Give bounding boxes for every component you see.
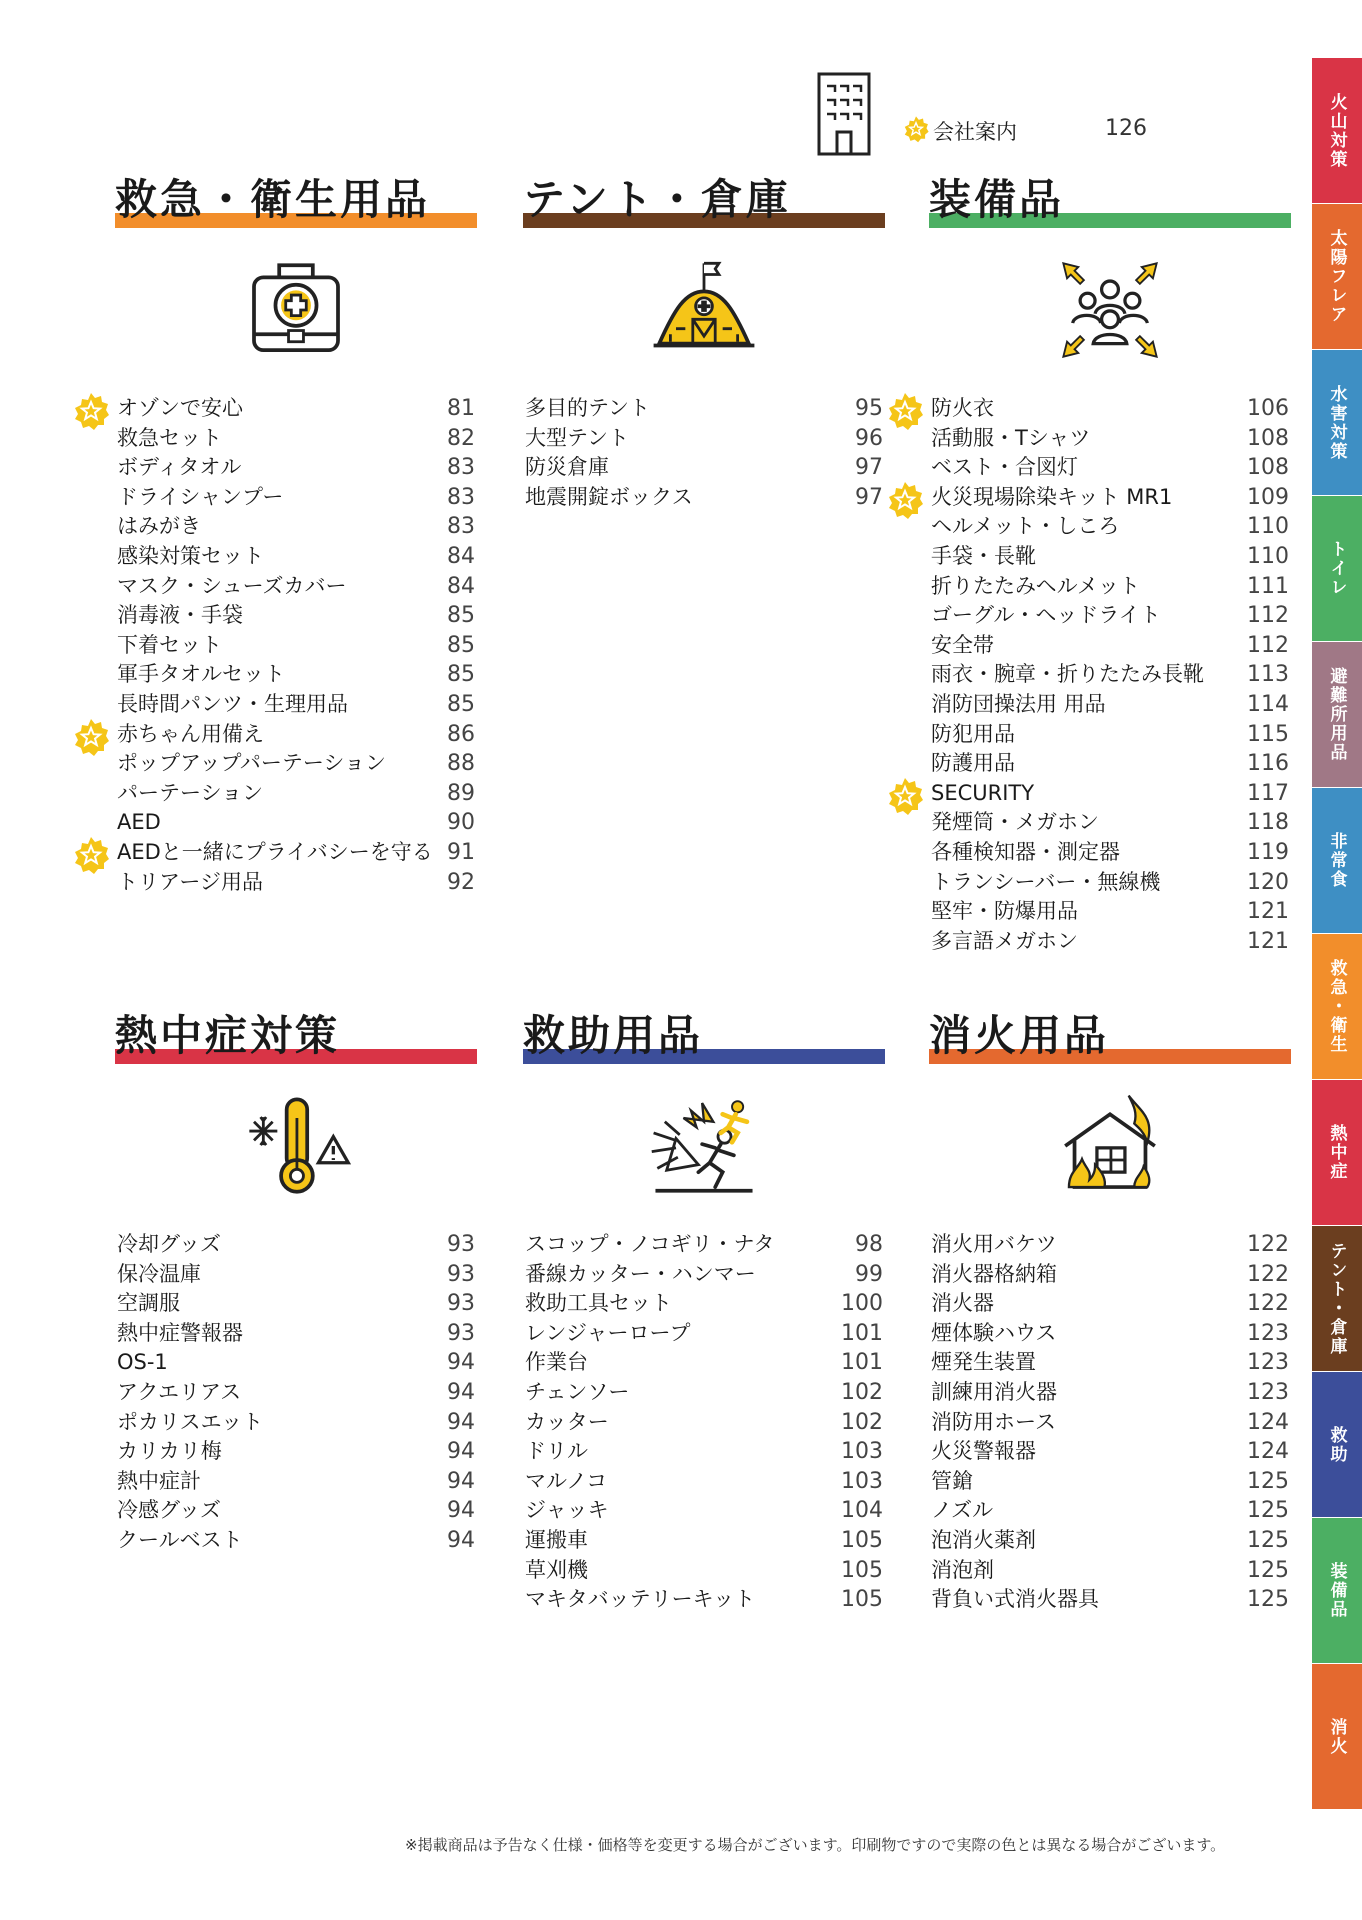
list-item[interactable] <box>929 424 1291 454</box>
item-name: ゴーグル・ヘッドライト <box>931 603 1161 628</box>
item-name: 消火用バケツ <box>931 1232 1057 1256</box>
item-name: 長時間パンツ・生理用品 <box>117 691 348 716</box>
item-page: 123 <box>1247 1379 1289 1405</box>
section-title: 救急・衛生用品 <box>115 175 431 224</box>
item-name: 消防団操法用 用品 <box>931 691 1106 716</box>
item-list <box>929 394 1291 956</box>
item-page: 123 <box>1247 1350 1289 1376</box>
category-tabs <box>1312 58 1362 1810</box>
item-name: 冷感グッズ <box>117 1498 221 1523</box>
item-page: 94 <box>447 1350 475 1376</box>
tab-label: 太陽フレア <box>1326 229 1347 324</box>
item-name: 防災倉庫 <box>525 455 609 480</box>
list-item[interactable] <box>929 749 1291 779</box>
item-name: 煙体験ハウス <box>931 1320 1057 1345</box>
category-tab[interactable] <box>1312 1226 1362 1371</box>
item-name: ヘルメット・しころ <box>931 514 1120 539</box>
item-name: 訓練用消火器 <box>931 1379 1057 1404</box>
category-tab[interactable] <box>1312 788 1362 933</box>
item-page: 122 <box>1247 1291 1289 1317</box>
list-item[interactable] <box>115 838 477 868</box>
list-item[interactable] <box>115 1378 477 1408</box>
item-page: 118 <box>1247 810 1289 836</box>
list-item[interactable] <box>523 1437 885 1467</box>
list-item[interactable] <box>929 453 1291 483</box>
item-name: 活動服・Tシャツ <box>931 425 1091 450</box>
list-item[interactable] <box>523 1467 885 1497</box>
item-name: パーテーション <box>117 780 264 805</box>
item-list <box>523 1230 885 1615</box>
item-name: ポカリスエット <box>117 1409 264 1434</box>
item-name: OS-1 <box>117 1350 168 1375</box>
item-page: 105 <box>841 1557 883 1583</box>
item-name: ノズル <box>931 1498 994 1523</box>
item-page: 125 <box>1247 1498 1289 1524</box>
item-page: 85 <box>447 662 475 688</box>
item-name: 感染対策セット <box>117 543 264 568</box>
item-page: 86 <box>447 721 475 747</box>
item-page: 93 <box>447 1232 475 1257</box>
item-page: 96 <box>855 425 883 451</box>
item-page: 111 <box>1247 573 1289 599</box>
item-name: 消防用ホース <box>931 1409 1056 1434</box>
category-tab[interactable] <box>1312 1372 1362 1517</box>
item-name: トリアージ用品 <box>117 869 263 894</box>
item-name: 消泡剤 <box>931 1557 994 1582</box>
item-name: ジャッキ <box>525 1498 609 1523</box>
list-item[interactable] <box>523 1319 885 1349</box>
list-item[interactable] <box>523 394 885 424</box>
item-page: 94 <box>447 1468 475 1494</box>
item-list <box>115 1230 477 1556</box>
list-item[interactable] <box>929 1348 1291 1378</box>
list-item[interactable] <box>929 394 1291 424</box>
item-page: 115 <box>1247 721 1289 747</box>
list-item[interactable] <box>523 1289 885 1319</box>
list-item[interactable] <box>929 1496 1291 1526</box>
item-name: AEDと一緒にプライバシーを守る <box>117 839 433 864</box>
list-item[interactable] <box>929 868 1291 898</box>
list-item[interactable] <box>115 1319 477 1349</box>
item-name: AED <box>117 810 161 835</box>
list-item[interactable] <box>929 1260 1291 1290</box>
item-name: 軍手タオルセット <box>117 662 285 687</box>
item-page: 122 <box>1247 1261 1289 1287</box>
list-item[interactable] <box>115 601 477 631</box>
list-item[interactable] <box>929 1585 1291 1615</box>
list-item[interactable] <box>929 1289 1291 1319</box>
item-name: 保冷温庫 <box>117 1261 201 1286</box>
item-name: マルノコ <box>525 1468 608 1493</box>
section-tents <box>523 175 885 510</box>
section-fire-extinguishing <box>929 1011 1291 1613</box>
item-name: ベスト・合図灯 <box>931 455 1078 480</box>
rescue-runner-icon <box>648 1090 760 1202</box>
item-page: 116 <box>1247 751 1289 777</box>
item-page: 125 <box>1247 1557 1289 1583</box>
list-item[interactable] <box>115 779 477 809</box>
item-name: 運搬車 <box>525 1527 588 1552</box>
list-item[interactable] <box>929 1526 1291 1556</box>
item-page: 106 <box>1247 396 1289 421</box>
item-page: 110 <box>1247 543 1289 569</box>
star-badge-icon <box>71 391 111 440</box>
list-item[interactable] <box>523 1496 885 1526</box>
section-title: 熱中症対策 <box>115 1011 341 1060</box>
list-item[interactable] <box>929 838 1291 868</box>
company-info[interactable] <box>815 70 1175 160</box>
item-page: 122 <box>1247 1232 1289 1257</box>
item-page: 104 <box>841 1498 883 1524</box>
item-page: 83 <box>447 455 475 481</box>
item-name: 堅牢・防爆用品 <box>931 899 1078 924</box>
item-name: 冷却グッズ <box>117 1232 221 1256</box>
item-page: 102 <box>841 1409 883 1435</box>
item-page: 114 <box>1247 691 1289 717</box>
item-page: 100 <box>841 1291 883 1317</box>
list-item[interactable] <box>929 572 1291 602</box>
list-item[interactable] <box>115 1230 477 1260</box>
list-item[interactable] <box>523 1526 885 1556</box>
list-item[interactable] <box>115 1496 477 1526</box>
section-first-aid <box>115 175 477 895</box>
list-item[interactable] <box>115 1526 477 1556</box>
item-page: 91 <box>447 839 475 865</box>
tab-label: 水害対策 <box>1326 384 1347 461</box>
item-name: 空調服 <box>117 1291 180 1316</box>
list-item[interactable] <box>523 453 885 483</box>
item-name: 消火器格納箱 <box>931 1261 1057 1286</box>
tab-label: 救助 <box>1326 1425 1347 1464</box>
item-name: 地震開錠ボックス <box>525 484 693 509</box>
list-item[interactable] <box>115 572 477 602</box>
item-name: 番線カッター・ハンマー <box>525 1261 756 1286</box>
item-name: オゾンで安心 <box>117 396 243 420</box>
list-item[interactable] <box>115 1408 477 1438</box>
item-name: 多目的テント <box>525 396 650 420</box>
list-item[interactable] <box>929 690 1291 720</box>
list-item[interactable] <box>929 720 1291 750</box>
item-page: 89 <box>447 780 475 806</box>
item-page: 99 <box>855 1261 883 1287</box>
first-aid-kit-icon <box>240 254 352 366</box>
item-name: 火災警報器 <box>931 1439 1036 1464</box>
item-page: 112 <box>1247 603 1289 629</box>
tab-label: トイレ <box>1326 540 1347 597</box>
item-page: 120 <box>1247 869 1289 895</box>
tab-label: テント・倉庫 <box>1326 1241 1347 1356</box>
item-page: 117 <box>1247 780 1289 806</box>
item-page: 88 <box>447 751 475 777</box>
item-name: 火災現場除染キット MR1 <box>931 484 1173 509</box>
building-icon <box>815 70 873 156</box>
list-item[interactable] <box>115 1437 477 1467</box>
tab-label: 火山対策 <box>1326 92 1347 169</box>
team-gathering-icon <box>1054 254 1166 366</box>
item-page: 108 <box>1247 425 1289 451</box>
tab-label: 装備品 <box>1326 1562 1347 1619</box>
house-fire-icon <box>1054 1090 1166 1202</box>
item-name: 熱中症警報器 <box>117 1320 243 1345</box>
item-page: 93 <box>447 1291 475 1317</box>
section-heatstroke <box>115 1011 477 1553</box>
tab-label: 避難所用品 <box>1326 667 1347 762</box>
item-page: 121 <box>1247 899 1289 925</box>
item-page: 97 <box>855 484 883 510</box>
category-tab[interactable] <box>1312 1518 1362 1663</box>
item-page: 125 <box>1247 1527 1289 1553</box>
item-name: ポップアップパーテーション <box>117 751 387 776</box>
list-item[interactable] <box>929 1378 1291 1408</box>
star-badge-icon <box>885 391 925 440</box>
category-tab[interactable] <box>1312 1664 1362 1809</box>
list-item[interactable] <box>929 1319 1291 1349</box>
item-name: トランシーバー・無線機 <box>931 869 1161 894</box>
list-item[interactable] <box>115 1260 477 1290</box>
category-tab[interactable] <box>1312 350 1362 495</box>
item-name: 消毒液・手袋 <box>117 603 243 628</box>
item-name: 発煙筒・メガホン <box>931 810 1099 835</box>
list-item[interactable] <box>929 542 1291 572</box>
star-badge-icon <box>902 115 930 143</box>
list-item[interactable] <box>929 1467 1291 1497</box>
star-badge-icon <box>71 835 111 884</box>
item-page: 98 <box>855 1232 883 1257</box>
item-page: 81 <box>447 396 475 421</box>
list-item[interactable] <box>115 1467 477 1497</box>
list-item[interactable] <box>929 1230 1291 1260</box>
tab-label: 非常食 <box>1326 832 1347 889</box>
item-page: 109 <box>1247 484 1289 510</box>
section-rescue <box>523 1011 885 1613</box>
item-name: 作業台 <box>525 1350 588 1375</box>
thermometer-icon <box>240 1090 352 1202</box>
list-item[interactable] <box>115 690 477 720</box>
item-name: 大型テント <box>525 425 629 450</box>
list-item[interactable] <box>929 808 1291 838</box>
star-badge-icon <box>885 480 925 529</box>
list-item[interactable] <box>115 512 477 542</box>
list-item[interactable] <box>929 601 1291 631</box>
list-item[interactable] <box>929 1556 1291 1586</box>
item-name: 背負い式消火器具 <box>931 1587 1099 1612</box>
item-name: ボディタオル <box>117 455 242 480</box>
list-item[interactable] <box>523 424 885 454</box>
item-page: 105 <box>841 1527 883 1553</box>
item-page: 103 <box>841 1439 883 1465</box>
item-page: 103 <box>841 1468 883 1494</box>
item-name: 多言語メガホン <box>931 928 1078 953</box>
item-name: 熱中症計 <box>117 1468 201 1493</box>
list-item[interactable] <box>929 483 1291 513</box>
item-page: 93 <box>447 1320 475 1346</box>
item-page: 94 <box>447 1439 475 1465</box>
item-page: 94 <box>447 1409 475 1435</box>
item-page: 121 <box>1247 928 1289 954</box>
company-label: 会社案内 <box>933 120 1017 144</box>
item-page: 124 <box>1247 1409 1289 1435</box>
tab-label: 消火 <box>1326 1717 1347 1756</box>
item-name: アクエリアス <box>117 1379 242 1404</box>
category-tab[interactable] <box>1312 496 1362 641</box>
list-item[interactable] <box>115 394 477 424</box>
item-page: 94 <box>447 1498 475 1524</box>
item-list <box>523 394 885 512</box>
company-page: 126 <box>1105 116 1147 141</box>
tab-label: 熱中症 <box>1326 1124 1347 1181</box>
category-tab[interactable] <box>1312 58 1362 203</box>
list-item[interactable] <box>115 453 477 483</box>
list-item[interactable] <box>523 1378 885 1408</box>
item-page: 83 <box>447 484 475 510</box>
item-page: 95 <box>855 396 883 421</box>
section-equipment <box>929 175 1291 954</box>
item-name: 防犯用品 <box>931 721 1015 746</box>
category-tab[interactable] <box>1312 642 1362 787</box>
item-page: 123 <box>1247 1320 1289 1346</box>
item-name: 消火器 <box>931 1291 994 1316</box>
list-item[interactable] <box>115 1348 477 1378</box>
item-name: 手袋・長靴 <box>931 543 1036 568</box>
item-name: 安全帯 <box>931 632 994 657</box>
item-page: 93 <box>447 1261 475 1287</box>
list-item[interactable] <box>929 512 1291 542</box>
category-tab[interactable] <box>1312 1080 1362 1225</box>
item-page: 84 <box>447 573 475 599</box>
item-page: 97 <box>855 455 883 481</box>
item-name: カリカリ梅 <box>117 1439 222 1464</box>
item-page: 92 <box>447 869 475 895</box>
list-item[interactable] <box>115 483 477 513</box>
list-item[interactable] <box>929 1437 1291 1467</box>
item-name: チェンソー <box>525 1379 630 1404</box>
item-page: 102 <box>841 1379 883 1405</box>
tent-icon <box>648 254 760 366</box>
item-name: 救助工具セット <box>525 1291 672 1316</box>
list-item[interactable] <box>929 1408 1291 1438</box>
item-name: 救急セット <box>117 425 222 450</box>
list-item[interactable] <box>929 660 1291 690</box>
list-item[interactable] <box>523 1408 885 1438</box>
list-item[interactable] <box>115 1289 477 1319</box>
item-name: マキタバッテリーキット <box>525 1587 756 1612</box>
item-page: 113 <box>1247 662 1289 688</box>
section-title: 救助用品 <box>523 1011 704 1060</box>
tab-label: 救急・衛生 <box>1326 959 1347 1054</box>
item-page: 101 <box>841 1350 883 1376</box>
item-page: 125 <box>1247 1587 1289 1613</box>
item-name: レンジャーロープ <box>525 1320 691 1345</box>
section-title: 装備品 <box>929 175 1065 224</box>
item-name: スコップ・ノコギリ・ナタ <box>525 1232 775 1256</box>
item-name: 防火衣 <box>931 396 994 420</box>
item-page: 110 <box>1247 514 1289 540</box>
list-item[interactable] <box>115 868 477 898</box>
item-page: 85 <box>447 691 475 717</box>
item-page: 83 <box>447 514 475 540</box>
item-page: 90 <box>447 810 475 836</box>
category-tab[interactable] <box>1312 934 1362 1079</box>
item-list <box>929 1230 1291 1615</box>
list-item[interactable] <box>523 1348 885 1378</box>
item-page: 112 <box>1247 632 1289 658</box>
item-name: カッター <box>525 1409 609 1434</box>
item-page: 85 <box>447 632 475 658</box>
list-item[interactable] <box>929 897 1291 927</box>
item-name: 管鎗 <box>931 1468 973 1493</box>
list-item[interactable] <box>523 1556 885 1586</box>
list-item[interactable] <box>523 483 885 513</box>
list-item[interactable] <box>115 542 477 572</box>
item-name: 雨衣・腕章・折りたたみ長靴 <box>931 662 1204 687</box>
category-tab[interactable] <box>1312 204 1362 349</box>
item-name: マスク・シューズカバー <box>117 573 347 598</box>
item-page: 101 <box>841 1320 883 1346</box>
item-page: 84 <box>447 543 475 569</box>
item-name: はみがき <box>117 514 201 539</box>
item-name: SECURITY <box>931 780 1035 805</box>
item-name: 折りたたみヘルメット <box>931 573 1140 598</box>
list-item[interactable] <box>929 779 1291 809</box>
star-badge-icon <box>71 717 111 766</box>
list-item[interactable] <box>115 720 477 750</box>
item-list <box>115 394 477 897</box>
list-item[interactable] <box>115 660 477 690</box>
item-name: ドライシャンプー <box>117 484 284 509</box>
list-item[interactable] <box>115 424 477 454</box>
item-page: 119 <box>1247 839 1289 865</box>
item-name: 赤ちゃん用備え <box>117 721 264 746</box>
item-name: 防護用品 <box>931 751 1015 776</box>
list-item[interactable] <box>523 1260 885 1290</box>
item-page: 85 <box>447 603 475 629</box>
item-page: 82 <box>447 425 475 451</box>
item-page: 108 <box>1247 455 1289 481</box>
list-item[interactable] <box>523 1230 885 1260</box>
item-name: 煙発生装置 <box>931 1350 1036 1375</box>
item-name: ドリル <box>525 1439 588 1464</box>
list-item[interactable] <box>115 631 477 661</box>
list-item[interactable] <box>115 808 477 838</box>
item-page: 105 <box>841 1587 883 1613</box>
list-item[interactable] <box>929 631 1291 661</box>
list-item[interactable] <box>929 927 1291 957</box>
section-title: テント・倉庫 <box>523 175 791 224</box>
list-item[interactable] <box>523 1585 885 1615</box>
star-badge-icon <box>885 776 925 825</box>
item-page: 125 <box>1247 1468 1289 1494</box>
item-page: 124 <box>1247 1439 1289 1465</box>
item-name: 下着セット <box>117 632 222 657</box>
item-name: 草刈機 <box>525 1557 588 1582</box>
section-title: 消火用品 <box>929 1011 1110 1060</box>
item-name: 泡消火薬剤 <box>931 1527 1036 1552</box>
item-name: 各種検知器・測定器 <box>931 839 1120 864</box>
list-item[interactable] <box>115 749 477 779</box>
item-page: 94 <box>447 1527 475 1553</box>
item-name: クールベスト <box>117 1527 243 1552</box>
item-page: 94 <box>447 1379 475 1405</box>
footnote: ※掲載商品は予告なく仕様・価格等を変更する場合がございます。印刷物ですので実際の色とは異なる場合がございます。 <box>405 1836 1226 1854</box>
